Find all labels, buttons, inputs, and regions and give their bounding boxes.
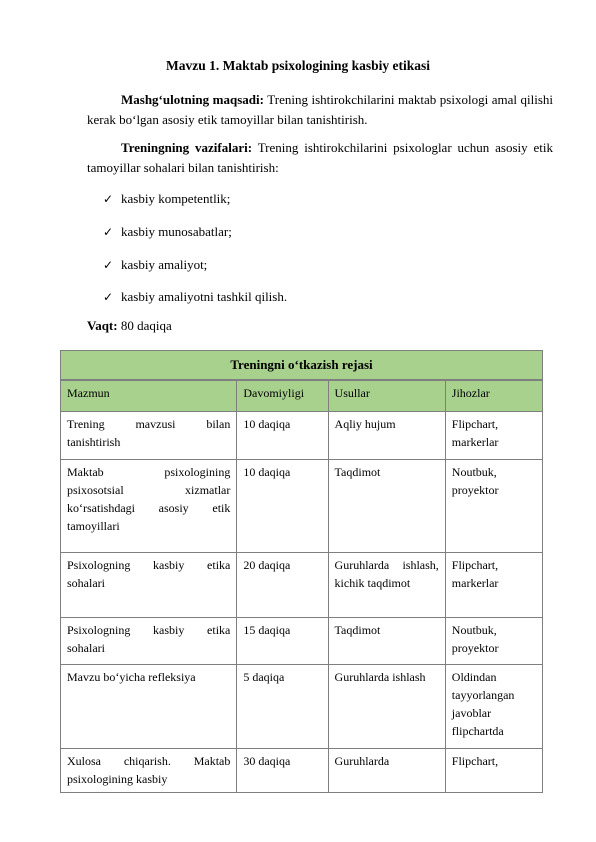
table-cell: Flipchart, xyxy=(445,749,542,793)
table-cell: Trening mavzusi bilan tanishtirish xyxy=(61,412,237,460)
table-cell: Guruhlarda xyxy=(328,749,445,793)
list-item: ✓ kasbiy kompetentlik; xyxy=(103,191,231,206)
list-item: ✓ kasbiy amaliyot; xyxy=(103,257,208,272)
column-header: Usullar xyxy=(328,381,445,412)
table-cell: 10 daqiqa xyxy=(237,412,328,460)
list-item: ✓ kasbiy amaliyotni tashkil qilish. xyxy=(103,289,288,304)
table-cell: Xulosa chiqarish. Maktab psixologining kasbiy xyxy=(61,749,237,793)
table-cell: Oldindan tayyorlangan javoblar flipchartda xyxy=(445,665,542,749)
table-row xyxy=(61,749,543,793)
table-cell: 20 daqiqa xyxy=(237,553,328,618)
tasks-paragraph xyxy=(87,138,553,178)
table-cell: Guruhlarda ishlash, kichik taqdimot xyxy=(328,553,445,618)
time-value: 80 daqiqa xyxy=(120,318,172,333)
column-header: Mazmun xyxy=(61,381,237,412)
time-line xyxy=(87,318,172,334)
table-cell: Noutbuk, proyektor xyxy=(445,460,542,553)
column-header: Jihozlar xyxy=(445,381,542,412)
table-cell: Taqdimot xyxy=(328,460,445,553)
goal-paragraph xyxy=(87,90,553,130)
table-cell: 30 daqiqa xyxy=(237,749,328,793)
checkmark-icon: ✓ xyxy=(103,225,114,239)
table-cell: Noutbuk, proyektor xyxy=(445,618,542,665)
time-label: Vaqt: xyxy=(87,318,118,333)
plan-title: Treningni o‘tkazish rejasi xyxy=(60,350,543,380)
table-cell: Maktab psixologining psixosotsial xizmatlar ko‘rsatishdagi asosiy etik tamoyillari xyxy=(61,460,237,553)
table-cell: 10 daqiqa xyxy=(237,460,328,553)
goal-text: Trening ishtirokchilarini maktab psixologi amal qilishi kerak bo‘lgan asosiy etik tamoyillar bilan tanishtirish. xyxy=(87,92,554,127)
page-title: Mavzu 1. Maktab psixologining kasbiy etikasi xyxy=(165,58,431,73)
table-header-row xyxy=(61,381,543,412)
tasks-label: Treningning vazifalari: xyxy=(121,140,253,155)
table-cell: 15 daqiqa xyxy=(237,618,328,665)
table-row xyxy=(61,618,543,665)
list-item: ✓ kasbiy munosabatlar; xyxy=(103,224,232,239)
goal-label: Mashg‘ulotning maqsadi: xyxy=(121,92,264,107)
table-cell: Flipchart, markerlar xyxy=(445,412,542,460)
table-row xyxy=(61,665,543,749)
table-cell: Taqdimot xyxy=(328,618,445,665)
table-row xyxy=(61,412,543,460)
table-row xyxy=(61,553,543,618)
table-cell: Aqliy hujum xyxy=(328,412,445,460)
checkmark-icon: ✓ xyxy=(103,192,114,206)
table-cell: Mavzu bo‘yicha refleksiya xyxy=(61,665,237,749)
checkmark-icon: ✓ xyxy=(103,258,114,272)
checkmark-icon: ✓ xyxy=(103,290,114,304)
column-header: Davomiyligi xyxy=(237,381,328,412)
table-cell: Psixologning kasbiy etika sohalari xyxy=(61,618,237,665)
tasks-text: Trening ishtirokchilarini psixologlar uchun asosiy etik tamoyillar sohalari bilan tanishtirish: xyxy=(87,140,554,175)
table-cell: Guruhlarda ishlash xyxy=(328,665,445,749)
table-cell: 5 daqiqa xyxy=(237,665,328,749)
plan-table xyxy=(60,380,543,793)
table-cell: Flipchart, markerlar xyxy=(445,553,542,618)
table-row xyxy=(61,460,543,553)
table-cell: Psixologning kasbiy etika sohalari xyxy=(61,553,237,618)
